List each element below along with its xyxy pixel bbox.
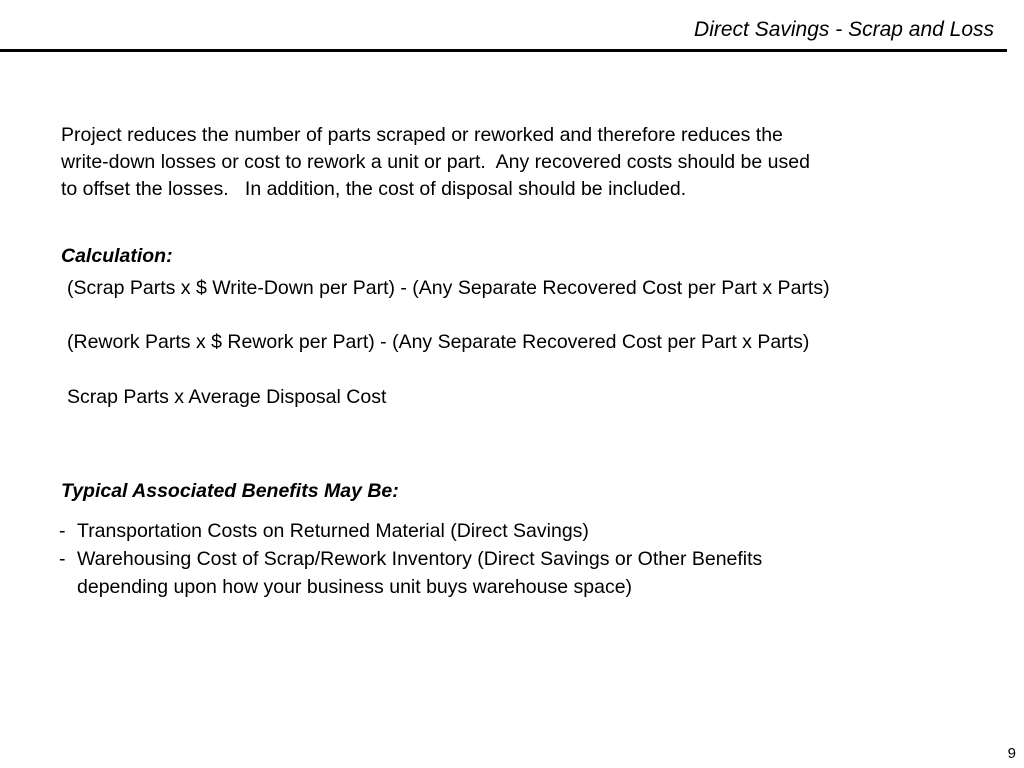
intro-line: Project reduces the number of parts scraped or reworked and therefore reduces the [61, 124, 783, 146]
title-divider [0, 49, 1007, 52]
intro-line: to offset the losses. In addition, the cost of disposal should be included. [61, 178, 687, 200]
intro-line: write-down losses or cost to rework a unit or part. Any recovered costs should be used [61, 151, 810, 173]
slide-title: Direct Savings - Scrap and Loss [694, 18, 994, 41]
benefits-heading: Typical Associated Benefits May Be: [61, 480, 399, 502]
scrap-formula: (Scrap Parts x $ Write-Down per Part) - (Any Separate Recovered Cost per Part x Parts) [67, 277, 830, 299]
dash-bullet: - [59, 548, 66, 570]
intro-paragraph [61, 122, 961, 203]
page-number: 9 [1007, 745, 1016, 762]
benefit-line: Warehousing Cost of Scrap/Rework Inventory (Direct Savings or Other Benefits [77, 548, 763, 570]
benefit-text [77, 545, 762, 601]
benefit-line: Transportation Costs on Returned Material (Direct Savings) [77, 520, 589, 542]
calculation-heading: Calculation: [61, 245, 173, 267]
benefit-line: depending upon how your business unit buys warehouse space) [77, 576, 633, 598]
benefit-text [77, 517, 589, 545]
disposal-formula: Scrap Parts x Average Disposal Cost [67, 386, 387, 408]
dash-bullet: - [59, 520, 66, 542]
rework-formula: (Rework Parts x $ Rework per Part) - (Any Separate Recovered Cost per Part x Parts) [67, 331, 810, 353]
list-item [59, 545, 959, 601]
benefits-list [59, 517, 959, 601]
list-item [59, 517, 959, 545]
